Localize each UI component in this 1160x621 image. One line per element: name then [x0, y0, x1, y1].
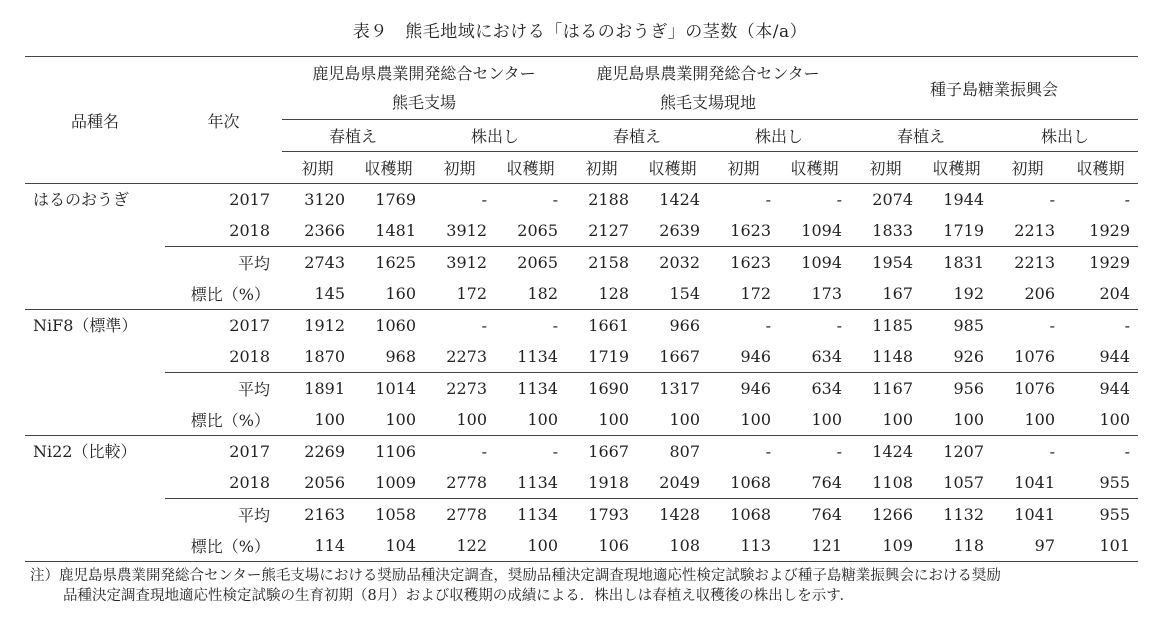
value-cell: 985	[953, 316, 984, 335]
value-cell: 1134	[495, 373, 566, 405]
value-cell: 121	[779, 530, 850, 562]
value-cell: 100	[921, 404, 992, 436]
value-cell: 2778	[424, 499, 495, 531]
header-phase: 初期	[708, 152, 779, 184]
header-phase: 収穫期	[1063, 152, 1138, 184]
value-cell: -	[836, 190, 842, 209]
value-cell: 1667	[588, 442, 629, 461]
value-cell: 1094	[779, 247, 850, 279]
value-cell: 100	[992, 404, 1063, 436]
header-group-ratoon: 株出し	[424, 120, 566, 152]
value-cell: 764	[779, 499, 850, 531]
value-cell: 2158	[566, 247, 637, 279]
value-cell: 1207	[943, 442, 984, 461]
header-site-1: 鹿児島県農業開発総合センター 熊毛支場	[282, 57, 566, 120]
table-row	[25, 499, 1138, 531]
header-phase: 初期	[850, 152, 921, 184]
value-cell: 955	[1063, 499, 1138, 531]
value-cell: 104	[353, 530, 424, 562]
value-cell: -	[836, 442, 842, 461]
value-cell: 1057	[943, 473, 984, 492]
year-cell: 2017	[229, 316, 270, 335]
footnote	[30, 566, 1130, 606]
value-cell: 1424	[872, 442, 913, 461]
value-cell: 173	[779, 278, 850, 310]
value-cell: 2188	[588, 190, 629, 209]
year-cell: 2017	[229, 190, 270, 209]
header-group-spring: 春植え	[850, 120, 992, 152]
year-cell: 平均	[165, 373, 282, 405]
value-cell: 114	[282, 530, 353, 562]
year-cell: 平均	[165, 499, 282, 531]
value-cell: 100	[1063, 404, 1138, 436]
value-cell: 108	[637, 530, 708, 562]
footnote-line-2: 品種決定調査現地適応性検定試験の生育初期（8月）および収穫期の成績による．株出しは春植え収穫後の株出しを示す．	[63, 588, 855, 604]
value-cell: 1424	[659, 190, 700, 209]
value-cell: 1870	[304, 347, 345, 366]
value-cell: 634	[811, 347, 842, 366]
header-group-spring: 春植え	[566, 120, 708, 152]
value-cell: 160	[353, 278, 424, 310]
value-cell: 2778	[446, 473, 487, 492]
value-cell: 944	[1063, 373, 1138, 405]
value-cell: -	[1049, 316, 1055, 335]
table-row	[25, 215, 1138, 247]
value-cell: -	[552, 442, 558, 461]
value-cell: 1041	[992, 499, 1063, 531]
table-row	[25, 530, 1138, 562]
value-cell: -	[765, 442, 771, 461]
value-cell: 1068	[708, 499, 779, 531]
value-cell: 182	[495, 278, 566, 310]
year-cell: 標比（%）	[165, 404, 282, 436]
value-cell: 1134	[495, 499, 566, 531]
value-cell: 100	[495, 404, 566, 436]
header-phase: 初期	[992, 152, 1063, 184]
value-cell: 1068	[730, 473, 771, 492]
value-cell: 1918	[588, 473, 629, 492]
value-cell: -	[1049, 442, 1055, 461]
value-cell: 1831	[921, 247, 992, 279]
value-cell: 955	[1099, 473, 1131, 492]
value-cell: 100	[424, 404, 495, 436]
value-cell: 113	[708, 530, 779, 562]
header-phase: 収穫期	[637, 152, 708, 184]
value-cell: 2366	[304, 221, 345, 240]
variety-name: NiF8（標準）	[25, 310, 165, 436]
value-cell: 3912	[424, 247, 495, 279]
value-cell: 926	[953, 347, 984, 366]
value-cell: 106	[566, 530, 637, 562]
value-cell: 2127	[588, 221, 629, 240]
value-cell: 172	[424, 278, 495, 310]
table-row	[25, 467, 1138, 499]
value-cell: 100	[708, 404, 779, 436]
value-cell: 1891	[282, 373, 353, 405]
value-cell: 1108	[872, 473, 913, 492]
value-cell: 97	[992, 530, 1063, 562]
value-cell: 118	[921, 530, 992, 562]
value-cell: 1266	[850, 499, 921, 531]
value-cell: 1134	[517, 473, 558, 492]
table-row	[25, 341, 1138, 373]
value-cell: 172	[708, 278, 779, 310]
value-cell: 1317	[637, 373, 708, 405]
value-cell: 206	[992, 278, 1063, 310]
value-cell: 1929	[1089, 221, 1131, 240]
table-row	[25, 278, 1138, 310]
header-group-ratoon: 株出し	[992, 120, 1138, 152]
value-cell: 1667	[659, 347, 700, 366]
value-cell: 807	[669, 442, 700, 461]
value-cell: 1719	[943, 221, 984, 240]
value-cell: -	[481, 442, 487, 461]
header-site-3: 種子島糖業振興会	[850, 57, 1138, 120]
table-row	[25, 436, 1138, 468]
value-cell: 2269	[304, 442, 345, 461]
year-cell: 2018	[229, 221, 270, 240]
table-row	[25, 373, 1138, 405]
value-cell: 946	[708, 373, 779, 405]
table-title: 表９ 熊毛地域における「はるのおうぎ」の茎数（本/a）	[352, 22, 808, 42]
value-cell: 1185	[872, 316, 913, 335]
value-cell: 167	[850, 278, 921, 310]
value-cell: 2065	[495, 247, 566, 279]
value-cell: 1058	[353, 499, 424, 531]
value-cell: 764	[811, 473, 842, 492]
header-phase: 初期	[282, 152, 353, 184]
value-cell: 100	[779, 404, 850, 436]
value-cell: 3120	[304, 190, 345, 209]
header-site-2: 鹿児島県農業開発総合センター 熊毛支場現地	[566, 57, 850, 120]
value-cell: 100	[353, 404, 424, 436]
table-body	[25, 184, 1138, 562]
value-cell: 1009	[375, 473, 416, 492]
value-cell: -	[765, 316, 771, 335]
value-cell: 1793	[566, 499, 637, 531]
value-cell: 1944	[943, 190, 984, 209]
value-cell: 956	[921, 373, 992, 405]
value-cell: 2743	[282, 247, 353, 279]
year-cell: 2017	[229, 442, 270, 461]
header-phase: 収穫期	[779, 152, 850, 184]
value-cell: -	[552, 316, 558, 335]
header-row-sites	[25, 57, 1138, 120]
table-row	[25, 310, 1138, 342]
header-year: 年次	[165, 57, 282, 184]
value-cell: 192	[921, 278, 992, 310]
value-cell: 2273	[446, 347, 487, 366]
header-group-ratoon: 株出し	[708, 120, 850, 152]
value-cell: -	[481, 316, 487, 335]
value-cell: 2056	[304, 473, 345, 492]
value-cell: -	[552, 190, 558, 209]
value-cell: 1041	[1014, 473, 1055, 492]
value-cell: 1076	[1014, 347, 1055, 366]
value-cell: 1014	[353, 373, 424, 405]
value-cell: -	[481, 190, 487, 209]
value-cell: 1481	[375, 221, 416, 240]
value-cell: 100	[282, 404, 353, 436]
value-cell: 2213	[1014, 221, 1055, 240]
header-variety: 品種名	[25, 57, 165, 184]
value-cell: 1623	[708, 247, 779, 279]
value-cell: 2032	[637, 247, 708, 279]
value-cell: 128	[566, 278, 637, 310]
value-cell: 966	[669, 316, 700, 335]
value-cell: 101	[1063, 530, 1138, 562]
value-cell: 154	[637, 278, 708, 310]
value-cell: 100	[850, 404, 921, 436]
value-cell: 2213	[992, 247, 1063, 279]
value-cell: 1954	[850, 247, 921, 279]
value-cell: 968	[385, 347, 416, 366]
variety-name: Ni22（比較）	[25, 436, 165, 562]
value-cell: 1094	[801, 221, 842, 240]
value-cell: -	[765, 190, 771, 209]
header-group-spring: 春植え	[282, 120, 424, 152]
table-row	[25, 184, 1138, 216]
value-cell: -	[1124, 316, 1131, 335]
year-cell: 標比（%）	[165, 530, 282, 562]
year-cell: 2018	[229, 473, 270, 492]
year-cell: 平均	[165, 247, 282, 279]
table-row	[25, 404, 1138, 436]
value-cell: 145	[282, 278, 353, 310]
value-cell: 2074	[872, 190, 913, 209]
value-cell: 109	[850, 530, 921, 562]
value-cell: -	[1124, 190, 1131, 209]
header-phase: 初期	[566, 152, 637, 184]
value-cell: 944	[1099, 347, 1131, 366]
year-cell: 2018	[229, 347, 270, 366]
value-cell: 946	[740, 347, 771, 366]
value-cell: 122	[424, 530, 495, 562]
value-cell: 1625	[353, 247, 424, 279]
value-cell: 1134	[517, 347, 558, 366]
value-cell: 100	[495, 530, 566, 562]
variety-name: はるのおうぎ	[25, 184, 165, 310]
value-cell: 2065	[517, 221, 558, 240]
value-cell: 100	[637, 404, 708, 436]
value-cell: 1076	[992, 373, 1063, 405]
value-cell: 634	[779, 373, 850, 405]
value-cell: 1106	[375, 442, 416, 461]
value-cell: -	[836, 316, 842, 335]
value-cell: 100	[566, 404, 637, 436]
value-cell: 1148	[872, 347, 913, 366]
value-cell: -	[1124, 442, 1131, 461]
value-cell: 1060	[375, 316, 416, 335]
value-cell: 2639	[659, 221, 700, 240]
header-phase: 収穫期	[921, 152, 992, 184]
value-cell: 1912	[304, 316, 345, 335]
table-row	[25, 247, 1138, 279]
value-cell: 2273	[424, 373, 495, 405]
value-cell: 2049	[659, 473, 700, 492]
value-cell: 1428	[637, 499, 708, 531]
year-cell: 標比（%）	[165, 278, 282, 310]
header-phase: 初期	[424, 152, 495, 184]
header-phase: 収穫期	[353, 152, 424, 184]
value-cell: 1623	[730, 221, 771, 240]
value-cell: 1769	[375, 190, 416, 209]
value-cell: 1661	[588, 316, 629, 335]
value-cell: 1167	[850, 373, 921, 405]
value-cell: 204	[1063, 278, 1138, 310]
value-cell: 1719	[588, 347, 629, 366]
footnote-line-1: 注）鹿児島県農業開発総合センター熊毛支場における奨励品種決定調査，奨励品種決定調査現地適応性検定試験および種子島糖業振興会における奨励	[30, 568, 1001, 584]
header-phase: 収穫期	[495, 152, 566, 184]
value-cell: 1929	[1063, 247, 1138, 279]
value-cell: 3912	[446, 221, 487, 240]
value-cell: 1833	[872, 221, 913, 240]
stem-count-table	[25, 56, 1138, 562]
value-cell: 1690	[566, 373, 637, 405]
value-cell: 2163	[282, 499, 353, 531]
value-cell: -	[1049, 190, 1055, 209]
value-cell: 1132	[921, 499, 992, 531]
